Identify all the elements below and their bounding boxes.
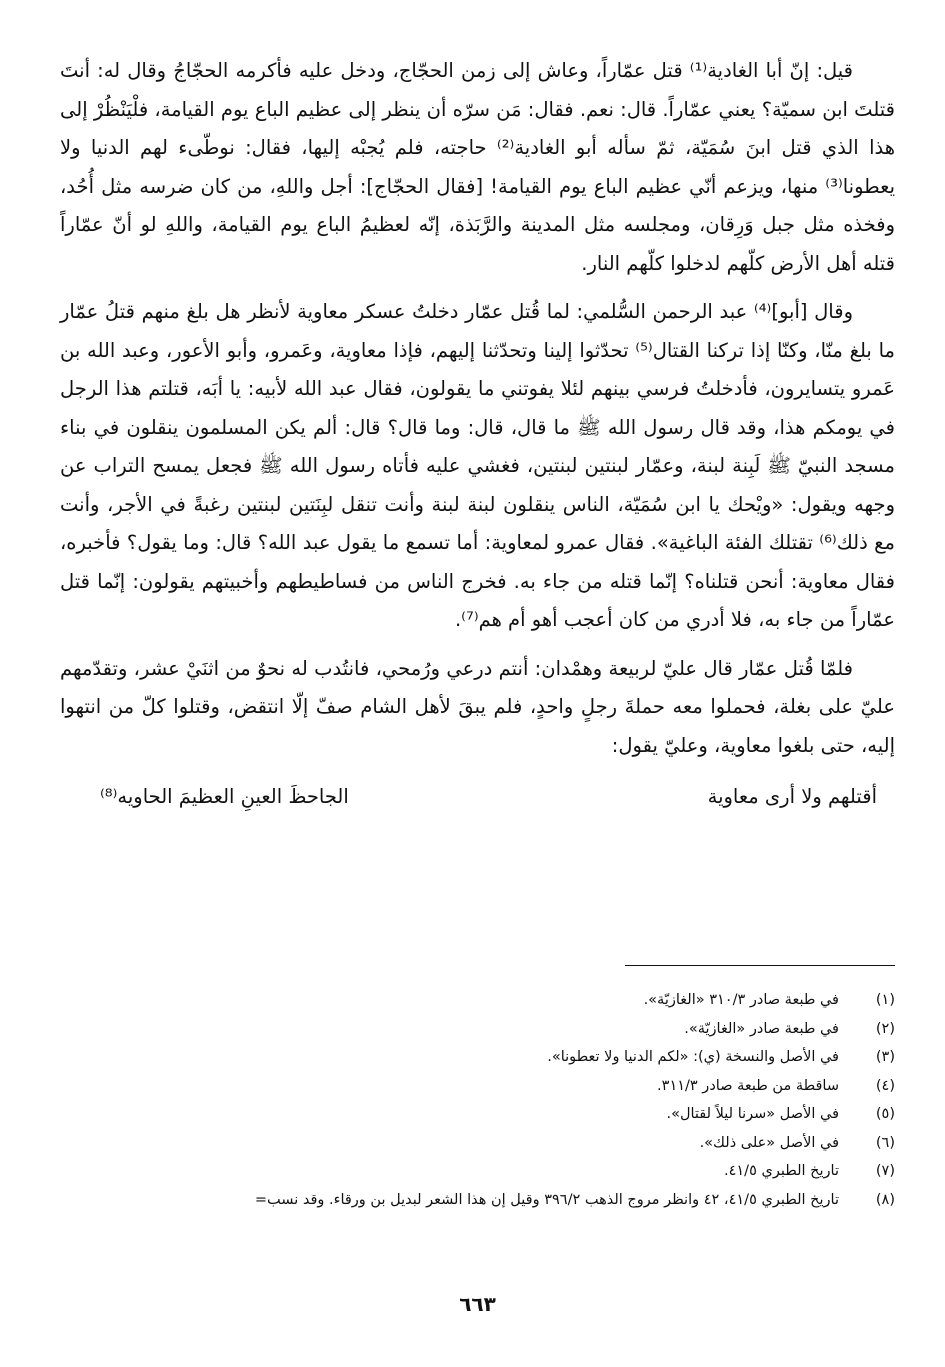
footnote-number: (٣) <box>875 1049 895 1065</box>
page-number: ٦٦٣ <box>459 1292 496 1316</box>
footnote-text: في طبعة صادر ٣١٠/٣ «الغازيّة». <box>643 992 839 1008</box>
footnote-number: (٧) <box>875 1163 895 1179</box>
footnote-item <box>60 1043 895 1072</box>
footnotes <box>60 986 895 1214</box>
footnote-item <box>60 1157 895 1186</box>
footnote-item <box>60 1100 895 1129</box>
footnote-number: (٤) <box>875 1077 895 1094</box>
footnote-text: تاريخ الطبري ٤١/٥. <box>724 1163 839 1179</box>
footnote-item <box>60 1186 895 1215</box>
body-paragraph-2: وقال [أبو]⁽⁴⁾ عبد الرحمن السُّلمي: لما قُتل عمّار دخلتُ عسكر معاوية لأنظر هل بلغ منهم قتلُ عمّار ما بلغ منّا، وكنّا إذا تركنا القتال⁽⁵⁾ تحدّثوا إلينا وتحدّثنا إليهم، فإذا معاوية، وعَمرو، وأبو الأعور، وعبد الله بن عَمرو يتسايرون، فأدخلتُ فرسي بينهم لئلا يفوتني ما يقولون، فقال عبد الله لأبيه: يا أبَه، قتلتم هذا الرجل في يومكم هذا، وقد قال رسول الله ﷺ ما قال، قال: وما قال؟ قال: ألم يكن المسلمون ينقلون في بناء مسجد النبيّ ﷺ لَبِنة لبنة، وعمّار لبنتين لبنتين، فغشي عليه فأتاه رسول الله ﷺ فجعل يمسح التراب عن وجهه ويقول: «ويْحك يا ابن سُمَيّة، الناس ينقلون لبنة لبنة وأنت تنقل لبِنَتين لبنتين رغبةً في الأجر، وأنت مع ذلك⁽⁶⁾ تقتلك الفئة الباغية». فقال عمرو لمعاوية: أما تسمع ما يقول عبد الله؟ قال: وما يقول؟ فأخبره، فقال معاوية: أنحن قتلناه؟ إنّما قتله من جاء به. فخرج الناس من فساطيطهم وأخبيتهم يقولون: إنّما قتل عمّاراً من جاء به، فلا أدري من كان أعجب أهو أم هم⁽⁷⁾. <box>60 300 895 631</box>
footnote-item <box>60 1072 895 1101</box>
footnote-number: (٨) <box>875 1191 895 1208</box>
page-content <box>60 52 896 1316</box>
footnote-item <box>60 1015 895 1044</box>
footnote-text: ساقطة من طبعة صادر ٣١١/٣. <box>657 1077 839 1094</box>
footnote-item <box>60 1129 895 1158</box>
footnote-text: في طبعة صادر «الغازيّة». <box>684 1020 839 1037</box>
footnote-number: (١) <box>875 992 895 1008</box>
poem-verse <box>60 777 895 817</box>
footnote-divider <box>625 965 895 966</box>
body-paragraph-1: قيل: إنّ أبا الغادية⁽¹⁾ قتل عمّاراً، وعاش إلى زمن الحجّاج، ودخل عليه فأكرمه الحجّاجُ وقال له: أنتَ قتلتَ ابن سميّة؟ يعني عمّاراً. قال: نعم. فقال: مَن سرّه أن ينظر إلى عظيم الباع يوم القيامة، فلْيَنْظُرْ إلى هذا الذي قتل ابنَ سُمَيّة، ثمّ سأله أبو الغادية⁽²⁾ حاجته، فلم يُجبْه إليها، فقال: نوطّىء لهم الدنيا ولا يعطونا⁽³⁾ منها، ويزعم أنّي عظيم الباع يوم القيامة! [فقال الحجّاج]: أجل واللهِ، من كان ضرسه مثل أُحُد، وفخذه مثل جبل وَرِقان، ومجلسه مثل المدينة والرَّبَذة، إنّه لعظيمُ الباع يوم القيامة، واللهِ لو أنّ عمّاراً قتله أهل الأرض كلّهم لدخلوا كلّهم النار. <box>60 59 896 275</box>
footnote-item <box>60 986 895 1015</box>
footnote-number: (٥) <box>875 1106 895 1122</box>
footnote-number: (٢) <box>875 1020 895 1037</box>
verse-second-hemistich: الجاحظَ العينِ العظيمَ الحاويه⁽⁸⁾ <box>100 785 349 808</box>
footnote-number: (٦) <box>875 1134 895 1151</box>
footnote-text: تاريخ الطبري ٤١/٥، ٤٢ وانظر مروج الذهب ٣٩٦/٢ وقيل إن هذا الشعر لبديل بن ورقاء. وقد نسب= <box>254 1191 839 1208</box>
body-paragraph-3: فلمّا قُتل عمّار قال عليّ لربيعة وهمْدان: أنتم درعي ورُمحي، فانتُدب له نحوٌ من اثنَيْ عشر، وتقدّمهم عليّ على بغلة، فحملوا معه حملةَ رجلٍ واحدٍ، فلم يبقَ لأهل الشام صفّ إلّا انتقض، وقتلوا كلّ من انتهوا إليه، حتى بلغوا معاوية، وعليّ يقول: <box>60 656 895 757</box>
footnote-text: في الأصل والنسخة (ي): «لكم الدنيا ولا تعطونا». <box>547 1049 839 1065</box>
footnote-text: في الأصل «على ذلك». <box>699 1134 839 1151</box>
verse-first-hemistich: أقتلهم ولا أرى معاوية <box>707 785 877 808</box>
footnote-text: في الأصل «سرنا ليلاً لقتال». <box>666 1106 839 1122</box>
